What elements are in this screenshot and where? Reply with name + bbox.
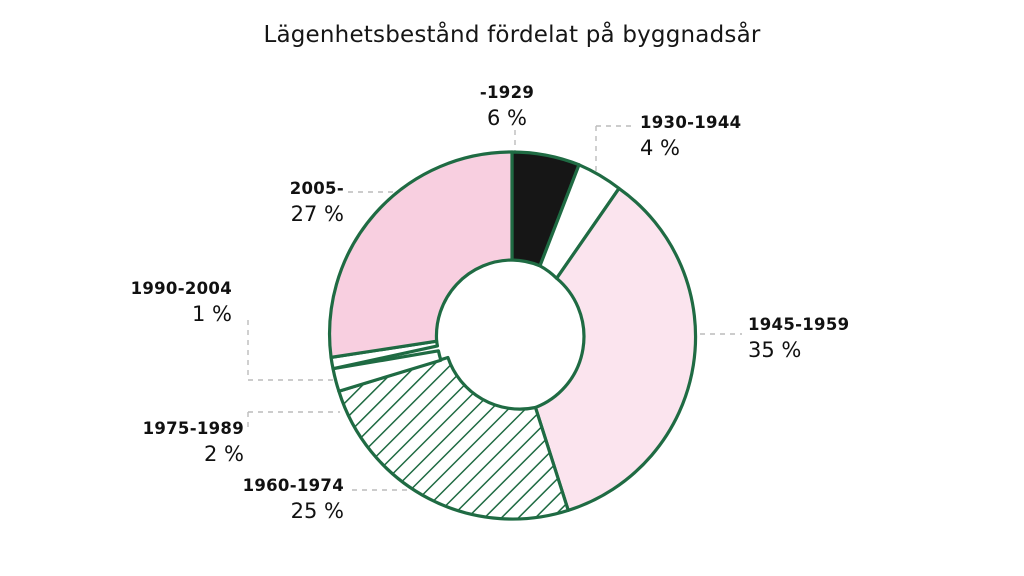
slice-label-category: 2005-: [289, 179, 344, 198]
slice-label--1929: [432, 82, 582, 132]
slice-label-value: 1 %: [192, 301, 232, 326]
slice-label-value: 4 %: [640, 135, 680, 160]
slice-label-category: 1930-1944: [640, 113, 742, 132]
slice-label-value: 27 %: [290, 201, 344, 226]
slice-label-1930-1944: [640, 112, 741, 162]
donut-slices: [330, 152, 696, 519]
chart-title: Lägenhetsbestånd fördelat på byggnadsår: [263, 22, 761, 48]
slice-label-1975-1989: [20, 418, 244, 468]
slice-2005-[interactable]: [330, 152, 512, 357]
slice-label-category: 1945-1959: [748, 315, 850, 334]
slice-label-category: 1960-1974: [242, 476, 344, 495]
slice-label-2005-: [120, 178, 344, 228]
slice-label-category: 1990-2004: [130, 279, 232, 298]
slice-label-1990-2004: [20, 278, 232, 328]
slice-label-value: 6 %: [487, 105, 527, 130]
slice-label-category: -1929: [479, 83, 535, 102]
slice-label-value: 25 %: [290, 498, 344, 523]
slice-label-1945-1959: [748, 314, 849, 364]
slice-label-category: 1975-1989: [142, 419, 244, 438]
slice-label-value: 2 %: [204, 441, 244, 466]
slice-label-value: 35 %: [748, 337, 802, 362]
slice-label-1960-1974: [100, 475, 344, 525]
